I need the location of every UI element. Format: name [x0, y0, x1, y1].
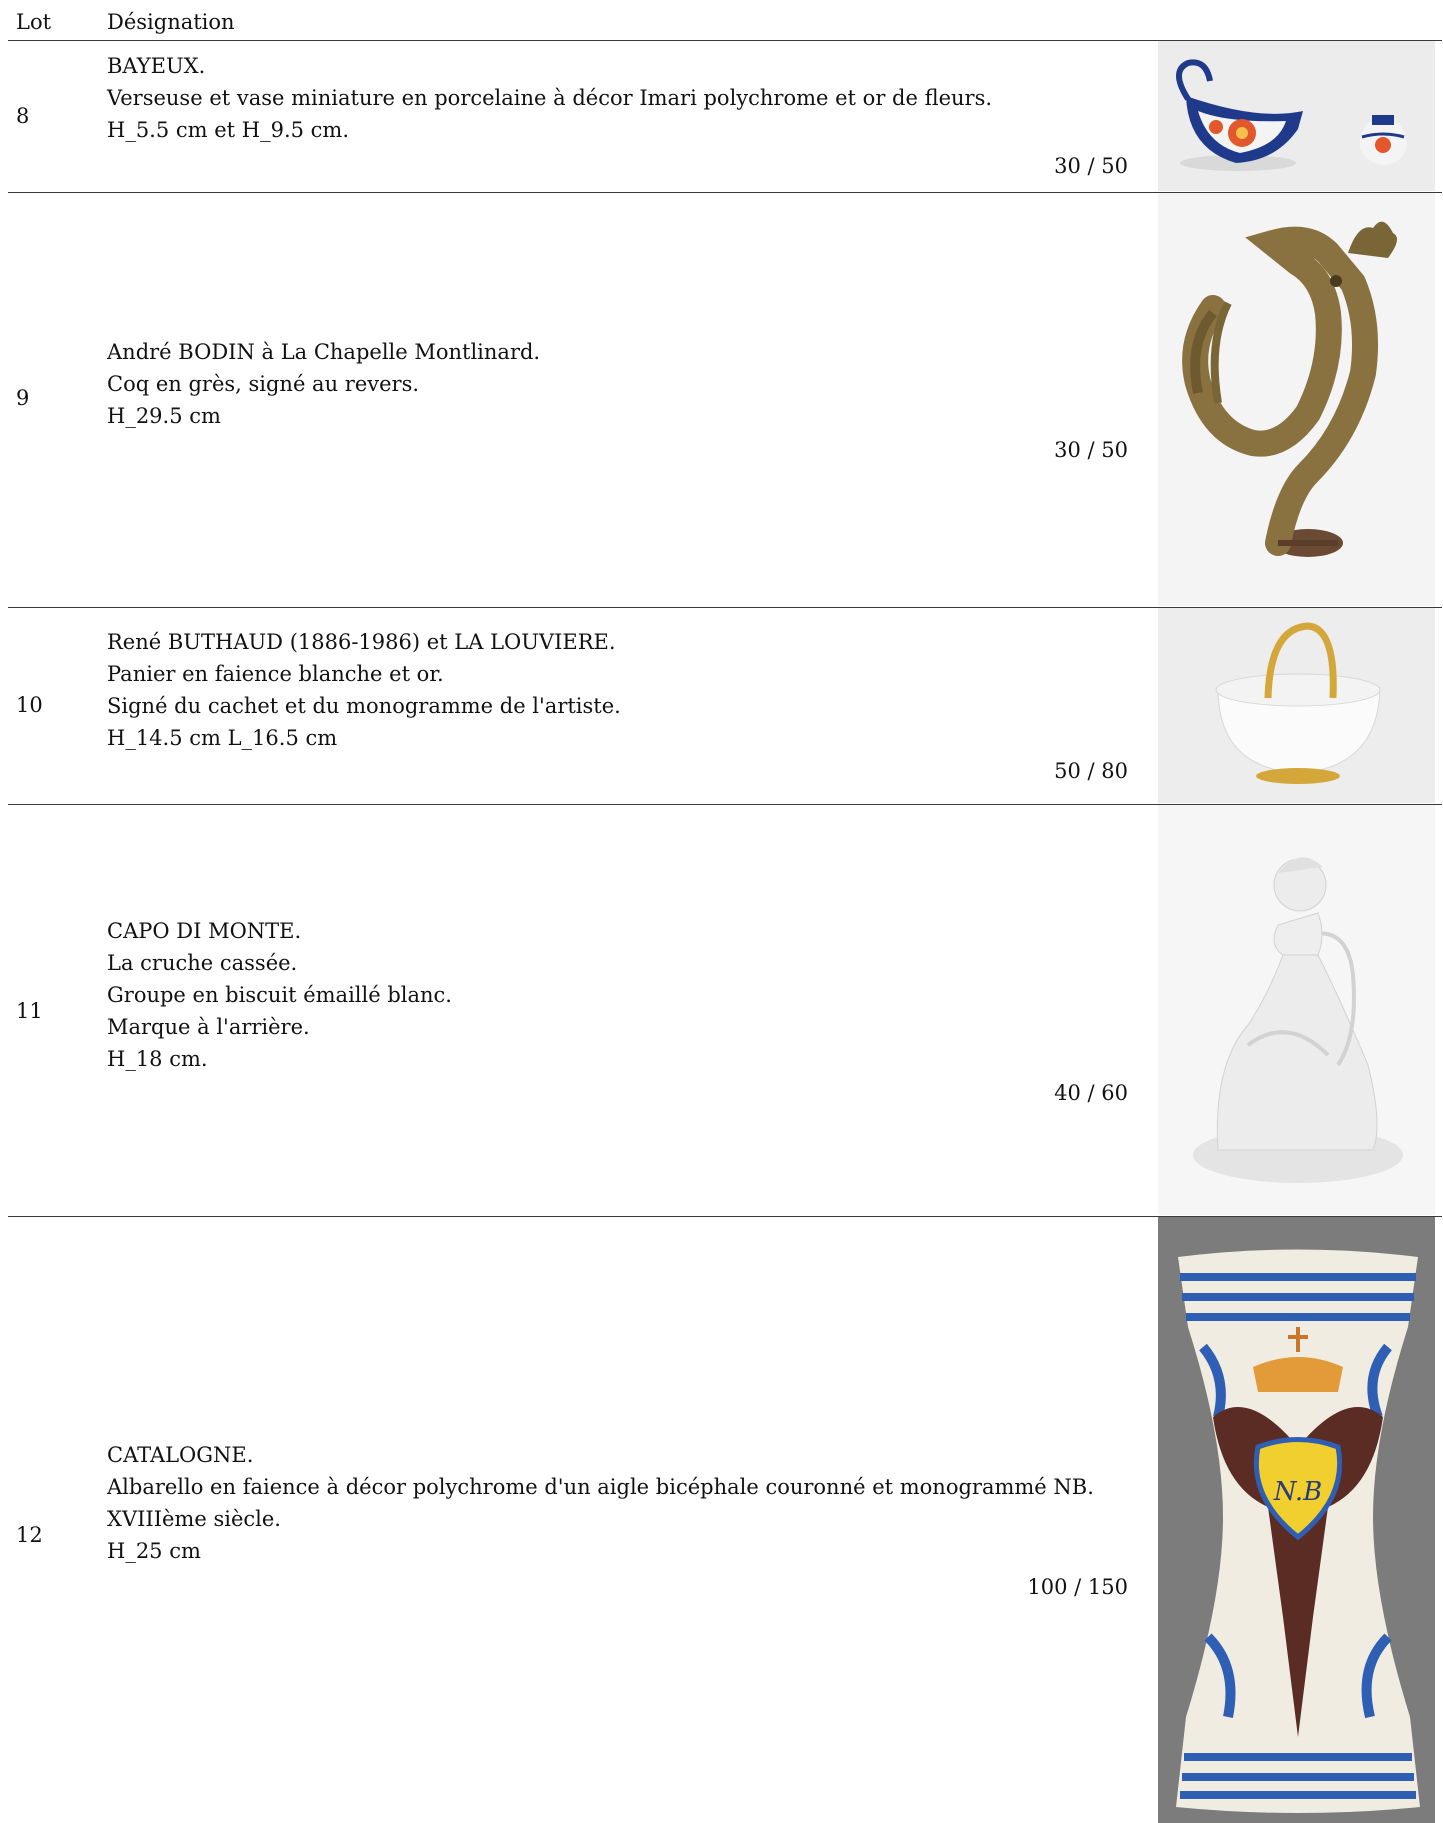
estimate: 100 / 150: [1027, 1575, 1128, 1599]
description-line: H_18 cm.: [107, 1047, 208, 1071]
description-line: Albarello en faience à décor polychrome d'un aigle bicéphale couronné et monogrammé NB.: [107, 1475, 1094, 1499]
lot-description: [107, 50, 992, 146]
description-line: H_5.5 cm et H_9.5 cm.: [107, 118, 350, 142]
description-line: Coq en grès, signé au revers.: [107, 372, 420, 396]
description-line: Signé du cachet et du monogramme de l'artiste.: [107, 694, 621, 718]
lot-description: [107, 1439, 1094, 1567]
lot-number: 12: [16, 1523, 43, 1547]
table-header: [0, 0, 1443, 40]
table-row: [0, 805, 1443, 1216]
lot-number: 11: [16, 999, 43, 1023]
description-line: H_14.5 cm L_16.5 cm: [107, 726, 338, 750]
lot-number: 10: [16, 693, 43, 717]
description-line: BAYEUX.: [107, 54, 206, 78]
lot-number: 9: [16, 386, 30, 410]
lot-photo: [1158, 608, 1435, 803]
designation-column-header: Désignation: [107, 10, 235, 34]
imari-jug-and-vase-image: [1158, 41, 1435, 191]
description-line: H_25 cm: [107, 1539, 201, 1563]
stoneware-rooster-image: [1158, 193, 1435, 606]
monogram-text: N.B: [1273, 1477, 1323, 1507]
description-line: André BODIN à La Chapelle Montlinard.: [107, 340, 541, 364]
table-row: [0, 41, 1443, 192]
description-line: Verseuse et vase miniature en porcelaine à décor Imari polychrome et or de fleurs.: [107, 86, 993, 110]
estimate: 40 / 60: [1054, 1081, 1128, 1105]
lot-photo: [1158, 805, 1435, 1215]
description-line: Marque à l'arrière.: [107, 1015, 310, 1039]
estimate: 30 / 50: [1054, 438, 1128, 462]
estimate: 30 / 50: [1054, 154, 1128, 178]
description-line: Panier en faience blanche et or.: [107, 662, 444, 686]
description-line: CAPO DI MONTE.: [107, 919, 302, 943]
white-gold-basket-image: [1158, 608, 1435, 803]
lot-column-header: Lot: [16, 10, 52, 34]
lot-photo: [1158, 193, 1435, 606]
description-line: Groupe en biscuit émaillé blanc.: [107, 983, 452, 1007]
description-line: La cruche cassée.: [107, 951, 298, 975]
bisque-figure-group-image: [1158, 805, 1435, 1215]
description-line: XVIIIème siècle.: [107, 1507, 281, 1531]
table-row: [0, 1217, 1443, 1823]
lot-description: [107, 336, 540, 432]
lot-photo: [1158, 41, 1435, 191]
lot-number: 8: [16, 104, 30, 128]
table-row: [0, 193, 1443, 607]
description-line: H_29.5 cm: [107, 404, 221, 428]
lot-photo: [1158, 1217, 1435, 1823]
lot-description: [107, 915, 452, 1075]
albarello-jar-image: [1158, 1217, 1435, 1823]
description-line: CATALOGNE.: [107, 1443, 254, 1467]
description-line: René BUTHAUD (1886-1986) et LA LOUVIERE.: [107, 630, 616, 654]
lot-description: [107, 626, 621, 754]
table-row: [0, 608, 1443, 804]
estimate: 50 / 80: [1054, 759, 1128, 783]
